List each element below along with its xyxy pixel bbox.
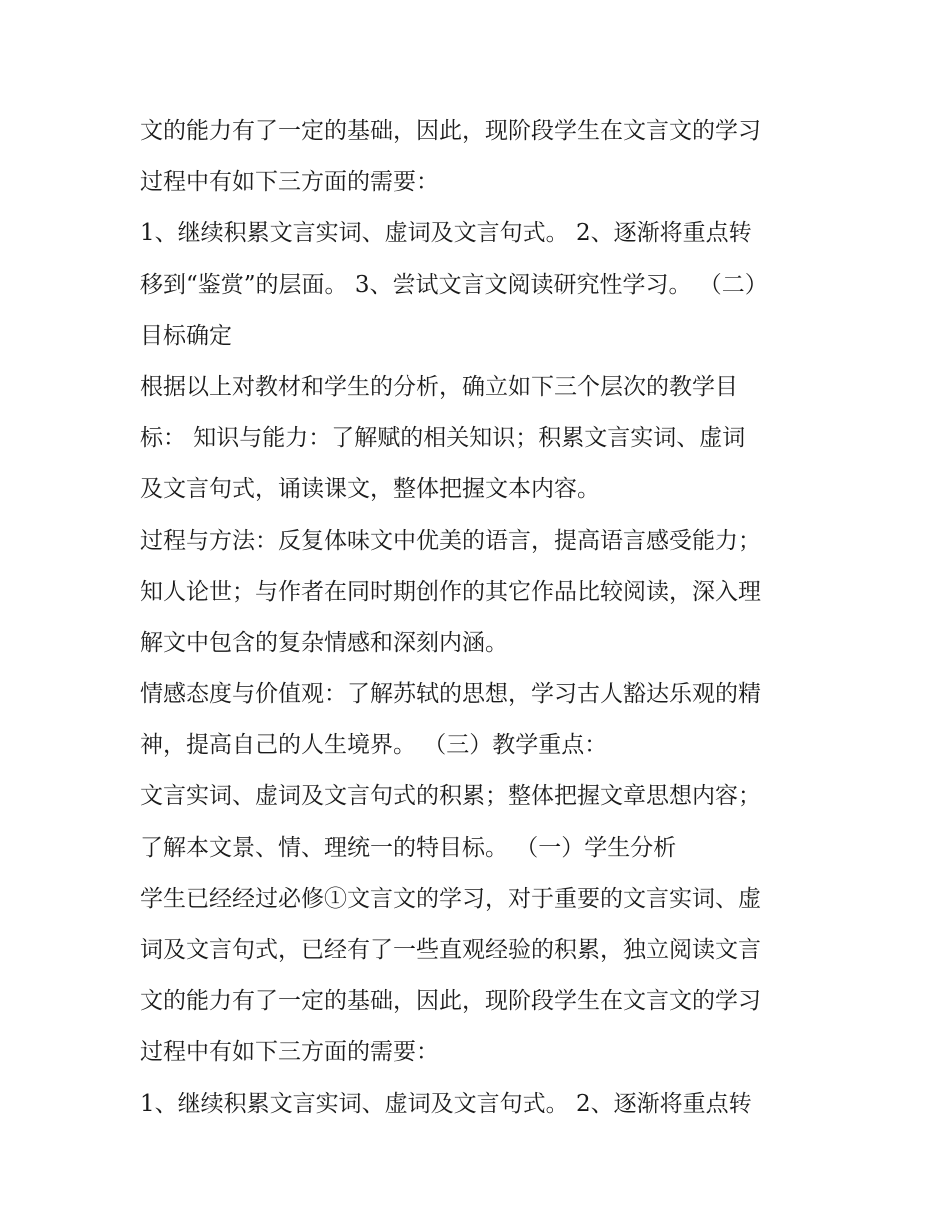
text-line: 过程与方法：反复体味文中优美的语言，提高语言感受能力； xyxy=(140,527,761,554)
body-text xyxy=(140,106,820,1130)
text-line: 神，提高自己的人生境界。 （三）教学重点： xyxy=(140,732,608,759)
text-line: 标： 知识与能力：了解赋的相关知识；积累文言实词、虚词 xyxy=(140,425,746,452)
text-line: 文的能力有了一定的基础，因此，现阶段学生在文言文的学习 xyxy=(140,118,761,144)
text-line: 文言实词、虚词及文言句式的积累；整体把握文章思想内容； xyxy=(140,783,761,810)
text-line: 过程中有如下三方面的需要： xyxy=(140,169,439,196)
text-line: 知人论世；与作者在同时期创作的其它作品比较阅读，深入理 xyxy=(140,578,761,605)
text-line: 目标确定 xyxy=(140,322,232,349)
text-line: 1、继续积累文言实词、虚词及文言句式。 2、逐渐将重点转 xyxy=(140,1090,752,1117)
text-line: 及文言句式，诵读课文，整体把握文本内容。 xyxy=(140,476,600,503)
text-line: 移到“鉴赏”的层面。 3、尝试文言文阅读研究性学习。 （二） xyxy=(140,271,768,298)
text-line: 过程中有如下三方面的需要： xyxy=(140,1039,439,1066)
text-line: 词及文言句式，已经有了一些直观经验的积累，独立阅读文言 xyxy=(140,937,761,963)
text-line: 了解本文景、情、理统一的特目标。 （一）学生分析 xyxy=(140,834,677,861)
text-line: 文的能力有了一定的基础，因此，现阶段学生在文言文的学习 xyxy=(140,988,761,1015)
text-line: 情感态度与价值观：了解苏轼的思想，学习古人豁达乐观的精 xyxy=(140,681,761,708)
text-line: 根据以上对教材和学生的分析，确立如下三个层次的教学目 xyxy=(140,373,738,400)
text-line: 1、继续积累文言实词、虚词及文言句式。 2、逐渐将重点转 xyxy=(140,220,752,247)
text-line: 解文中包含的复杂情感和深刻内涵。 xyxy=(140,629,508,656)
text-line: 学生已经经过必修①文言文的学习，对于重要的文言实词、虚 xyxy=(140,885,761,912)
